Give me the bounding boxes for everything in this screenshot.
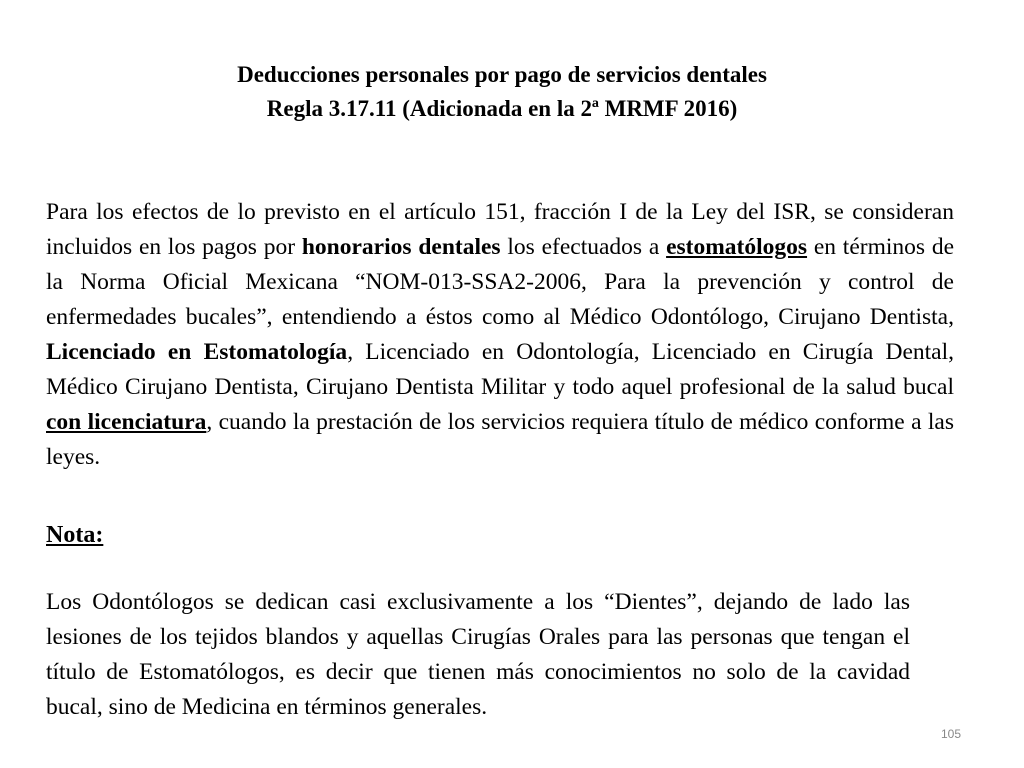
title-line-2: Regla 3.17.11 (Adicionada en la 2ª MRMF 2016)	[266, 96, 738, 121]
rule-underlined-estomatologos: estomatólogos	[666, 234, 808, 260]
rule-text-3: en términos de la Norma Oficial Mexicana “NOM-013-SSA2-2006, Para la prevención y control de enfermedades bucales”, entendiendo a éstos como al Médico Odontólogo, Cirujano Dentista,	[46, 234, 955, 330]
rule-text-4: , Licenciado en Odontología, Licenciado en Cirugía Dental, Médico Cirujano Dentista, Cirujano Dentista Militar y todo aquel profesional de la salud bucal	[46, 339, 954, 400]
rule-text-1: Para los efectos de lo previsto en el artículo 151, fracción I de la Ley del ISR, se consideran incluidos en los pagos por	[46, 199, 954, 260]
rule-bold-honorarios: honorarios dentales	[301, 234, 501, 260]
slide-title	[0, 58, 1004, 126]
rule-paragraph	[46, 195, 954, 475]
title-line-1: Deducciones personales por pago de servicios dentales	[237, 62, 767, 87]
rule-text-2: los efectuados a	[500, 234, 667, 260]
note-paragraph: Los Odontólogos se dedican casi exclusivamente a los “Dientes”, dejando de lado las lesiones de los tejidos blandos y aquellas Cirugías Orales para las personas que tengan el título de Estomatólogos, es decir que tienen más conocimientos no solo de la cavidad bucal, sino de Medicina en términos generales.	[46, 589, 910, 720]
rule-text-5: , cuando la prestación de los servicios requiera título de médico conforme a las leyes.	[46, 409, 954, 470]
rule-underlined-licenciatura: con licenciatura	[46, 409, 207, 435]
rule-bold-licenciado: Licenciado en Estomatología	[46, 339, 348, 365]
note-heading: Nota:	[46, 522, 104, 548]
page-number: 105	[940, 727, 961, 741]
